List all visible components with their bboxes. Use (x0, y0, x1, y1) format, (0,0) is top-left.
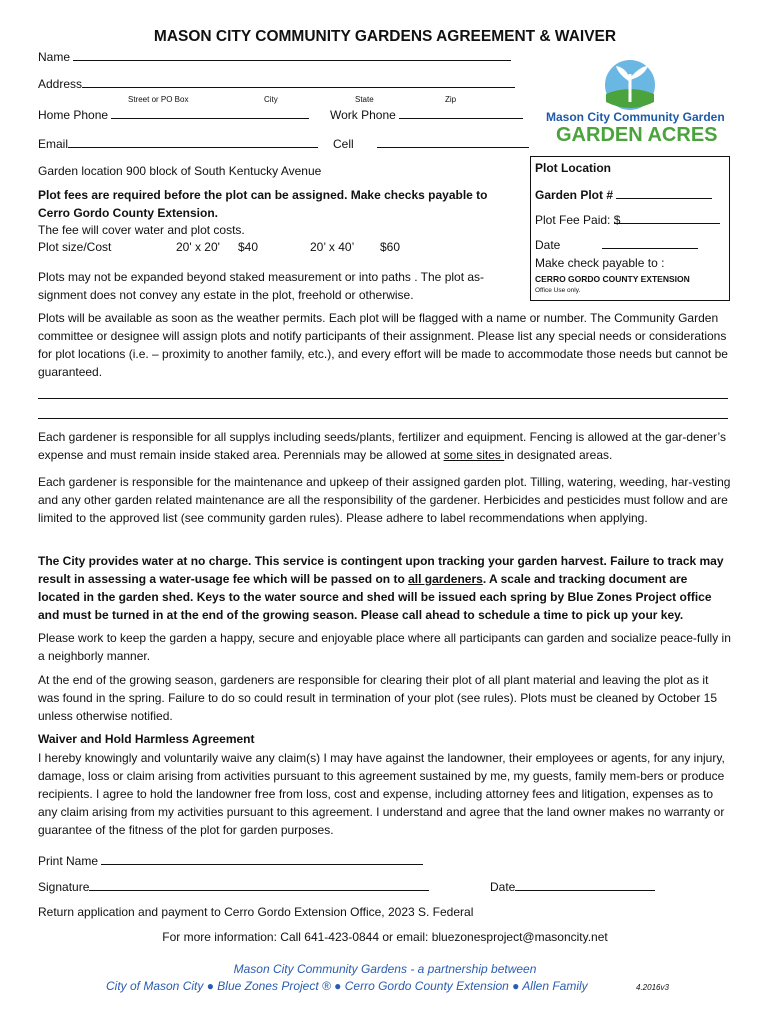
footer-line2: City of Mason City ● Blue Zones Project ® ● Cerro Gordo County Extension ● Allen Family (106, 979, 588, 993)
end-season-paragraph: At the end of the growing season, gardeners are responsible for clearing their plot of all plant material and leaving the plot as it was found in the spring. Failure to do so could result in termination of your plot (see rules). Plots must be cleaned by October 15 unless otherwise notified. (38, 673, 718, 723)
city-hint: City (264, 95, 278, 104)
garden-location: Garden location 900 block of South Kentucky Avenue (38, 164, 322, 178)
garden-plot-row (535, 188, 712, 202)
logo-emblem-icon (530, 58, 730, 110)
print-name-field[interactable] (101, 854, 423, 865)
signature-row (38, 880, 429, 894)
water-text2: . A scale and tracking document are located in the garden shed. Keys to the water source and shed will be issued each spring by Blue Zones Project office and must be turned in at the end of the growing season. Please call ahead to schedule a time to pick up your key. (38, 572, 712, 622)
sign-date-field[interactable] (515, 880, 655, 891)
supplies-text2: in designated areas. (504, 448, 613, 462)
water-text1: The City provides water at no charge. This service is contingent upon tracking your garden harvest. Failure to track may result in assessing a water-usage fee which will be passed on to (38, 554, 724, 586)
address-row (38, 77, 515, 91)
more-info: For more information: Call 641-423-0844 or email: bluezonesproject@masoncity.net (162, 930, 608, 944)
supplies-text1: Each gardener is responsible for all supplys including seeds/plants, fertilizer and equipment. Fencing is allowed at the gar-dener’s expense and must remain inside staked area. Perennials may be allowed at (38, 430, 726, 462)
plot-box-heading: Plot Location (535, 161, 611, 175)
name-field[interactable] (73, 50, 511, 61)
sign-date-label: Date (490, 880, 516, 894)
plot-date-label: Date (535, 238, 561, 252)
fee-paid-row (535, 213, 720, 227)
name-label: Name (38, 50, 71, 64)
office-use-note: Office Use only. (535, 287, 581, 294)
street-hint: Street or PO Box (128, 95, 189, 104)
plot-date-field[interactable] (602, 238, 698, 249)
work-phone-row (330, 108, 523, 122)
water-underlined: all gardeners (408, 572, 483, 586)
cell-row (333, 137, 529, 151)
plot-cost1: $40 (238, 240, 259, 254)
dollar-sign: $ (613, 213, 621, 227)
fee-paid-field[interactable] (613, 213, 720, 227)
signature-label: Signature (38, 880, 90, 894)
plot-size-label: Plot size/Cost (38, 240, 112, 254)
email-row (38, 137, 318, 151)
happy-paragraph: Please work to keep the garden a happy, secure and enjoyable place where all participants can garden and socialize peace-fully in a neighborly manner. (38, 631, 731, 663)
payee: CERRO GORDO COUNTY EXTENSION (535, 274, 690, 284)
address-label: Address (38, 77, 83, 91)
footer-line1: Mason City Community Gardens - a partnership between (233, 962, 537, 976)
name-row (38, 50, 511, 64)
expand-paragraph: Plots may not be expanded beyond staked measurement or into paths . The plot as-signment does not convey any estate in the plot, freehold or otherwise. (38, 270, 485, 302)
water-paragraph (38, 552, 732, 624)
supplies-paragraph (38, 428, 732, 464)
plot-date-row (535, 238, 698, 252)
email-field[interactable] (68, 137, 318, 148)
logo-line1: Mason City Community Garden (546, 110, 725, 124)
work-phone-field[interactable] (399, 108, 523, 119)
plot-location-box (530, 156, 730, 301)
home-phone-field[interactable] (111, 108, 309, 119)
fees-cover: The fee will cover water and plot costs. (38, 223, 245, 237)
garden-plot-label: Garden Plot # (535, 188, 614, 202)
print-name-label: Print Name (38, 854, 99, 868)
print-name-row (38, 854, 423, 868)
supplies-underlined: some sites (443, 448, 505, 462)
address-field[interactable] (82, 77, 515, 88)
email-label: Email (38, 137, 69, 151)
work-phone-label: Work Phone (330, 108, 396, 122)
plot-size1: 20' x 20' (176, 240, 220, 254)
return-text: Return application and payment to Cerro Gordo Extension Office, 2023 S. Federal (38, 905, 474, 919)
sign-date-row (490, 880, 655, 894)
zip-hint: Zip (445, 95, 457, 104)
version-label: 4.2016v3 (636, 983, 669, 992)
waiver-paragraph: I hereby knowingly and voluntarily waive any claim(s) I may have against the landowner, their employees or agents, for any injury, damage, loss or claim arising from activities pursuant to this agreement sustained by me, my guests, family mem-bers or produce recipients. I agree to hold the landowner free from loss, cost and expense, including attorney fees and litigation, expenses as to any claim arising from my activities pursuant to this agreement. I understand and agree that the land owner makes no warranty or guarantee of the fitness of the plot for garden purposes. (38, 751, 725, 837)
fees-bold-line2: Cerro Gordo County Extension. (38, 206, 219, 220)
signature-field[interactable] (89, 880, 429, 891)
special-needs-line-1[interactable] (38, 398, 728, 399)
waiver-heading: Waiver and Hold Harmless Agreement (38, 732, 255, 746)
availability-paragraph: Plots will be available as soon as the weather permits. Each plot will be flagged with a name or number. The Community Garden committee or designee will assign plots and notify participants of their assignment. Please list any special needs or considerations for plot locations (i.e. – proximity to another family, etc.), and every effort will be made to accommodate those needs but cannot be guaranteed. (38, 311, 728, 379)
garden-acres-logo (530, 58, 730, 150)
fees-bold-line1: Plot fees are required before the plot can be assigned. Make checks payable to (38, 188, 488, 202)
home-phone-label: Home Phone (38, 108, 109, 122)
payable-to: Make check payable to : (535, 256, 665, 270)
garden-plot-field[interactable] (616, 188, 712, 199)
logo-line2: GARDEN ACRES (556, 124, 718, 146)
maintenance-paragraph: Each gardener is responsible for the maintenance and upkeep of their assigned garden plot. Tilling, watering, weeding, har-vesting and any other garden related maintenance are all the responsibility of the gardener. Herbicides and pesticides must follow and are limited to the approved list (see community garden rules). Please adhere to label recommendations when applying. (38, 475, 731, 525)
special-needs-line-2[interactable] (38, 418, 728, 419)
cell-label: Cell (333, 137, 354, 151)
state-hint: State (355, 95, 374, 104)
page-title: MASON CITY COMMUNITY GARDENS AGREEMENT & WAIVER (153, 28, 617, 45)
home-phone-row (38, 108, 309, 122)
plot-size2: 20’ x 40’ (310, 240, 355, 254)
plot-cost2: $60 (380, 240, 401, 254)
fee-paid-label: Plot Fee Paid: (535, 213, 611, 227)
cell-field[interactable] (377, 137, 529, 148)
